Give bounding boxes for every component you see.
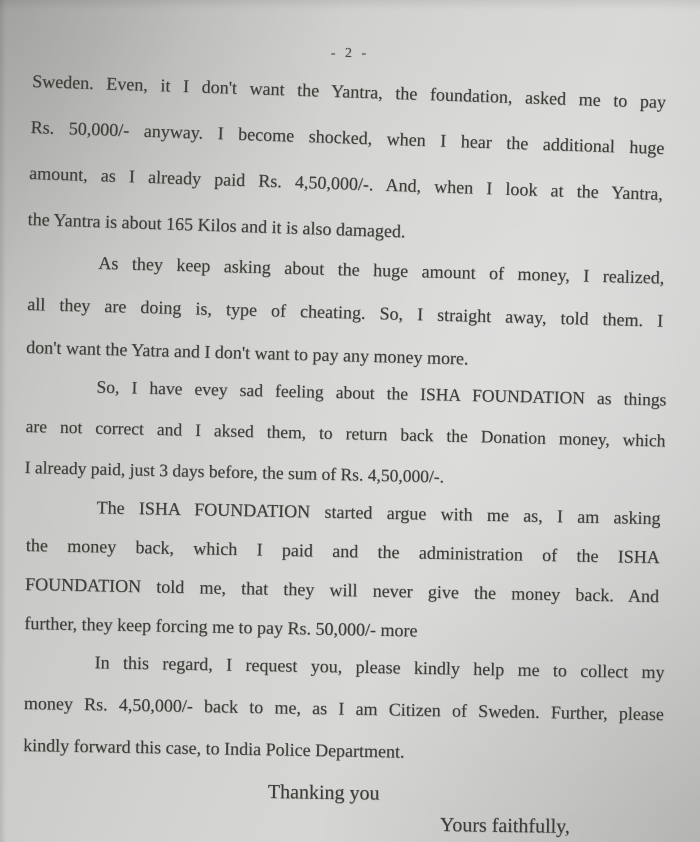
letter-line: further, they keep forcing me to pay Rs. 50,000/- more	[24, 612, 418, 641]
letter-line: Rs. 50,000/- anyway. I become shocked, when I hear the additional huge	[30, 116, 665, 158]
closing-signoff: Yours faithfully,	[439, 814, 571, 838]
paragraph-help-request	[23, 640, 665, 777]
paragraph-cheating-realization	[26, 240, 665, 386]
paragraph-continued-from-previous-page	[27, 58, 667, 263]
letter-line: the money back, which I paid and the administration of the ISHA	[25, 534, 660, 568]
letter-line: Sweden. Even, it I don't want the Yantra, the foundation, asked me to pay	[31, 70, 667, 113]
letter-line: kindly forward this case, to India Police Department.	[22, 734, 405, 762]
closing-thanks: Thanking you	[267, 781, 380, 805]
letter-line: all they are doing is, type of cheating. So, I straight away, told them. I	[27, 293, 664, 331]
letter-line: amount, as I already paid Rs. 4,50,000/-. And, when I look at the Yantra,	[28, 162, 664, 204]
letter-line: are not correct and I aksed them, to return back the Donation money, which	[25, 415, 666, 451]
letter-line: In this regard, I request you, please kindly help me to collect my	[94, 652, 665, 683]
paragraph-refund-request	[24, 365, 667, 502]
letter-line: The ISHA FOUNDATION started argue with me as, I am asking	[96, 497, 661, 529]
letter-line: FOUNDATION told me, that they will never give the money back. And	[24, 573, 660, 607]
letter-line: I already paid, just 3 days before, the sum of Rs. 4,50,000/-.	[24, 456, 445, 487]
letter-line: So, I have evey sad feeling about the ISHA FOUNDATION as things	[96, 376, 667, 410]
letter-line: As they keep asking about the huge amount of money, I realized,	[98, 252, 665, 288]
letter-line: the Yantra is about 165 Kilos and it is also damaged.	[27, 208, 406, 242]
paragraph-foundation-argument	[24, 487, 661, 655]
page-number: - 2 -	[330, 46, 370, 61]
letter-line: don't want the Yatra and I don't want to pay any money more.	[25, 336, 469, 369]
letter-line: money Rs. 4,50,000/- back to me, as I am Citizen of Sweden. Further, please	[23, 692, 664, 725]
